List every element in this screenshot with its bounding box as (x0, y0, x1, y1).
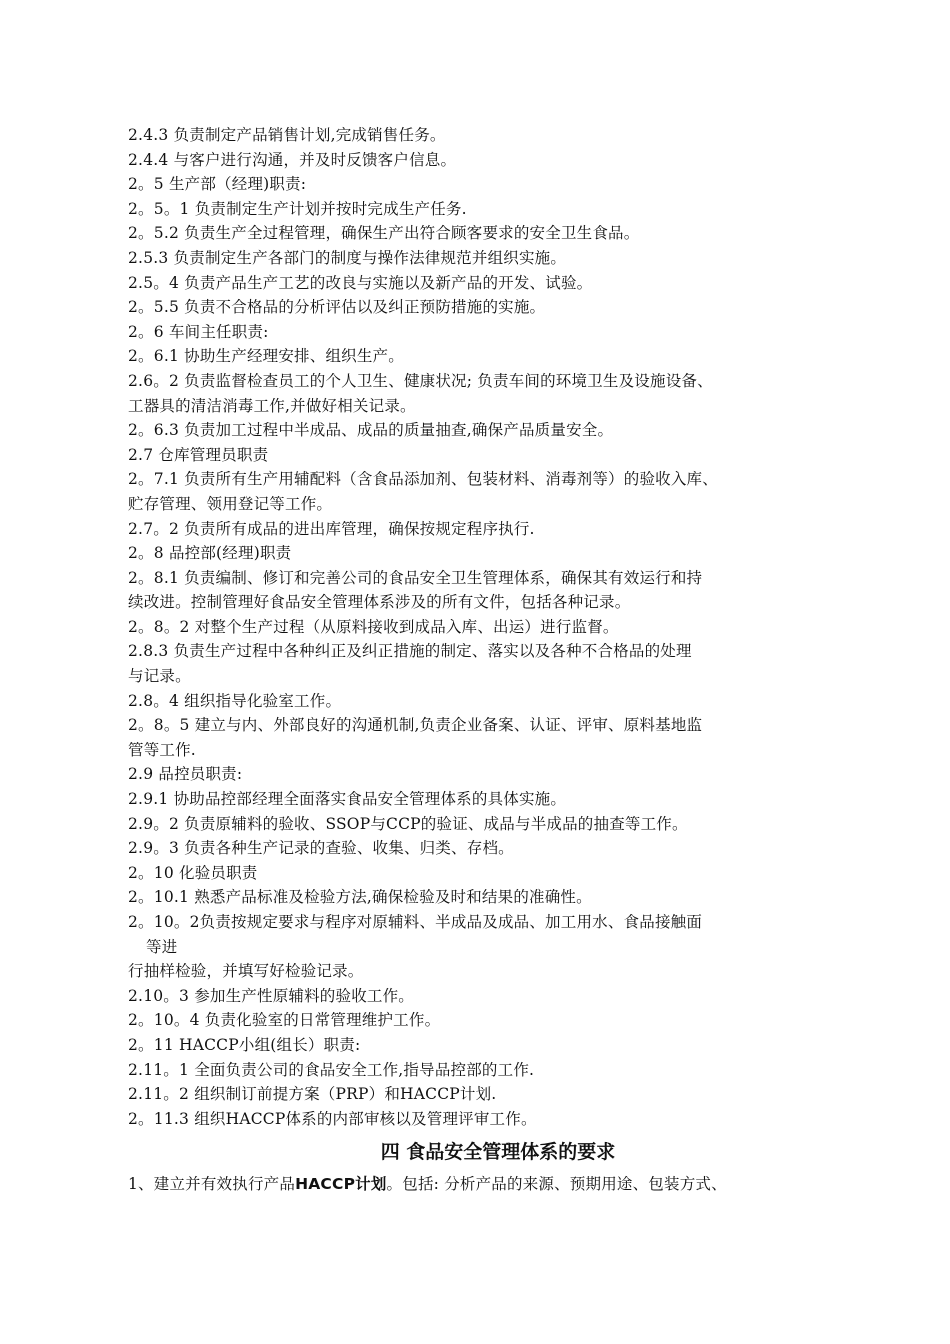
text-line: 2。8 品控部(经理)职责 (128, 544, 292, 563)
text-line: 2。11 HACCP小组(组长）职责: (128, 1035, 361, 1054)
text-line: 2.10。3 参加生产性原辅料的验收工作。 (128, 986, 415, 1005)
text-line: 2.8.3 负责生产过程中各种纠正及纠正措施的制定、落实以及各种不合格品的处理 (128, 642, 692, 661)
text-line: 2.7 仓库管理员职责 (128, 445, 269, 464)
text-line: 2。10。4 负责化验室的日常管理维护工作。 (128, 1011, 441, 1030)
text-line: 2。8。2 对整个生产过程（从原料接收到成品入库、出运）进行监督。 (128, 617, 619, 636)
text-line: 2。8。5 建立与内、外部良好的沟通机制,负责企业备案、认证、评审、原料基地监 (128, 716, 703, 735)
text-line: 2.9 品控员职责: (128, 765, 243, 784)
text-line: 2.9。3 负责各种生产记录的查验、收集、归类、存档。 (128, 839, 514, 858)
text-line: 2。6.3 负责加工过程中半成品、成品的质量抽查,确保产品质量安全。 (128, 421, 614, 440)
text-line: 与记录。 (128, 667, 191, 686)
paragraph-line (128, 1171, 848, 1197)
text-line: 2.4.4 与客户进行沟通，并及时反馈客户信息。 (128, 150, 457, 169)
text-line: 2。10.1 熟悉产品标准及检验方法,确保检验及时和结果的准确性。 (128, 888, 592, 907)
text-line: 2.4.3 负责制定产品销售计划,完成销售任务。 (128, 126, 446, 144)
text-line: 续改进。控制管理好食品安全管理体系涉及的所有文件，包括各种记录。 (128, 593, 631, 612)
document-body (128, 123, 848, 1197)
section-heading: 四 食品安全管理体系的要求 (380, 1141, 616, 1164)
text-line: 2.5。4 负责产品生产工艺的改良与实施以及新产品的开发、试验。 (128, 273, 593, 292)
text-line: 2。8.1 负责编制、修订和完善公司的食品安全卫生管理体系，确保其有效运行和持 (128, 568, 703, 587)
text-line: 2。5。1 负责制定生产计划并按时完成生产任务. (128, 199, 467, 218)
text-line: 2.5.3 负责制定生产各部门的制度与操作法律规范并组织实施。 (128, 248, 567, 267)
text-line: 2。5.2 负责生产全过程管理，确保生产出符合顾客要求的安全卫生食品。 (128, 224, 640, 243)
text-line: 2.9.1 协助品控部经理全面落实食品安全管理体系的具体实施。 (128, 790, 567, 809)
text-line: 2。5 生产部（经理)职责: (128, 175, 307, 194)
text-line: 2。6.1 协助生产经理安排、组织生产。 (128, 347, 404, 366)
text-line: 等进 (146, 937, 178, 956)
text-line: 2。10 化验员职责 (128, 863, 258, 882)
text-line: 2.11。2 组织制订前提方案（PRP）和HACCP计划. (128, 1085, 497, 1104)
paragraph-bold-term: HACCP计划 (295, 1175, 387, 1194)
text-line: 工器具的清洁消毒工作,并做好相关记录。 (128, 396, 416, 415)
text-line: 2.6。2 负责监督检查员工的个人卫生、健康状况; 负责车间的环境卫生及设施设备、 (128, 371, 713, 390)
text-line: 行抽样检验，并填写好检验记录。 (128, 962, 364, 981)
text-line: 2。10。2负责按规定要求与程序对原辅料、半成品及成品、加工用水、食品接触面 (128, 913, 703, 931)
paragraph-prefix: 1、建立并有效执行产品 (128, 1175, 296, 1194)
paragraph-suffix: 。包括: 分析产品的来源、预期用途、包装方式、 (386, 1175, 727, 1194)
text-line: 2.11。1 全面负责公司的食品安全工作,指导品控部的工作. (128, 1060, 535, 1079)
text-line: 2.8。4 组织指导化验室工作。 (128, 691, 342, 710)
text-line: 2.7。2 负责所有成品的进出库管理，确保按规定程序执行. (128, 519, 535, 538)
text-line: 贮存管理、领用登记等工作。 (128, 494, 333, 513)
text-line: 2。11.3 组织HACCP体系的内部审核以及管理评审工作。 (128, 1109, 537, 1128)
text-line: 2。7.1 负责所有生产用辅配料（含食品添加剂、包装材料、消毒剂等）的验收入库、 (128, 470, 718, 489)
text-line: 管等工作. (128, 740, 196, 759)
text-line: 2.9。2 负责原辅料的验收、SSOP与CCP的验证、成品与半成品的抽查等工作。 (128, 814, 688, 833)
text-line: 2。6 车间主任职责: (128, 322, 269, 341)
text-line: 2。5.5 负责不合格品的分析评估以及纠正预防措施的实施。 (128, 298, 546, 317)
